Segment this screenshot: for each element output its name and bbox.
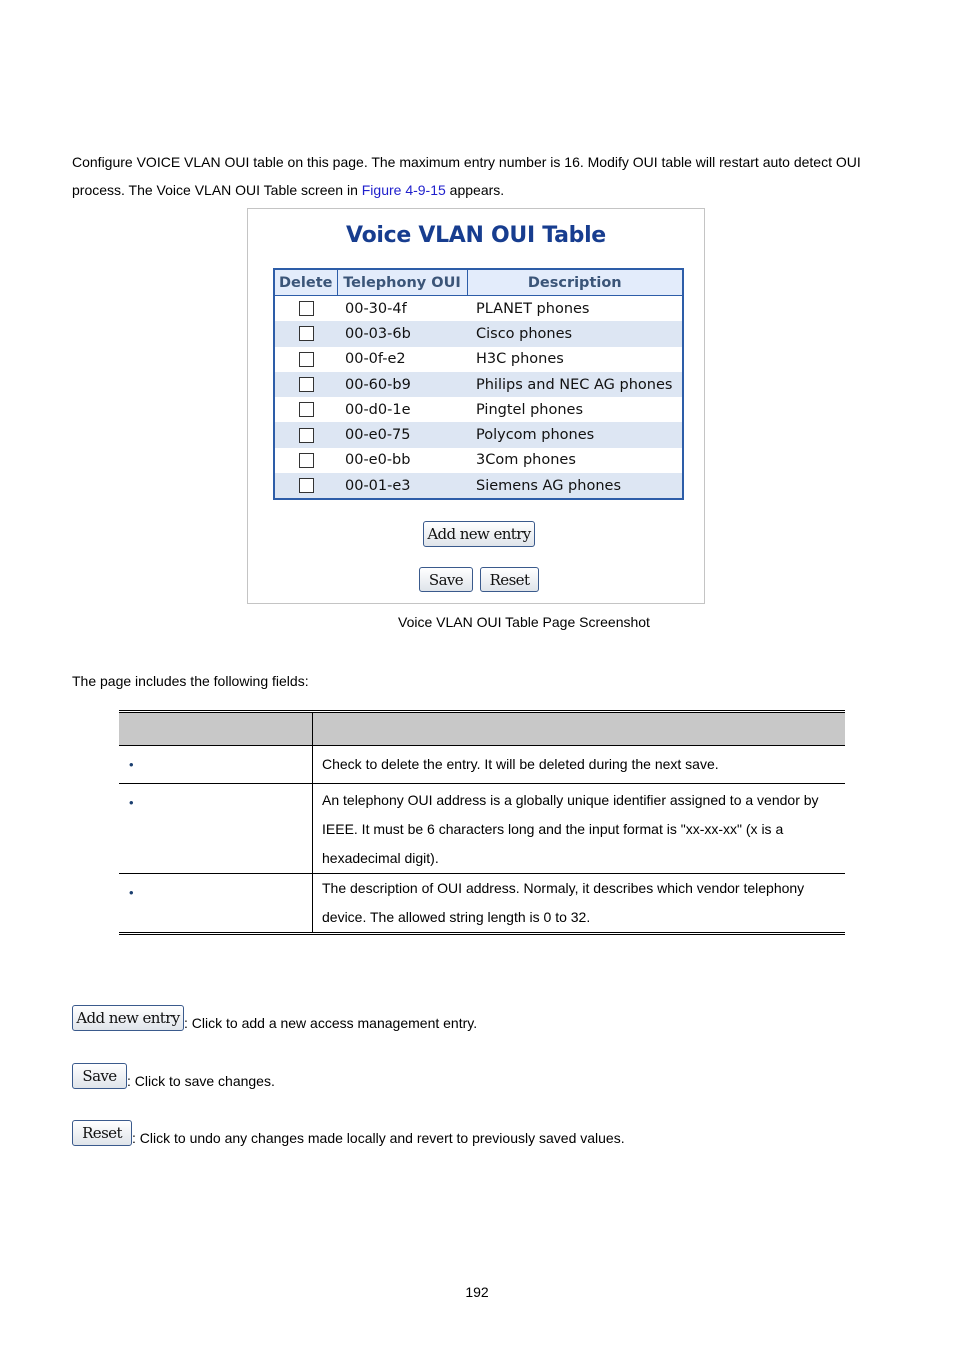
- table-row: [119, 784, 845, 874]
- reset-help-text: : Click to undo any changes made locally and revert to previously saved values.: [132, 1130, 625, 1146]
- bullet-icon: •: [129, 757, 134, 772]
- description-value: Philips and NEC AG phones: [467, 372, 683, 397]
- table-row: [274, 397, 683, 422]
- save-help-text: : Click to save changes.: [127, 1073, 275, 1089]
- description-value: Pingtel phones: [476, 401, 584, 418]
- delete-checkbox[interactable]: [299, 402, 314, 417]
- column-header-delete: Delete: [274, 269, 337, 296]
- add-button-help: [72, 1005, 477, 1031]
- description-value: Siemens AG phones: [467, 473, 683, 499]
- fields-table: [119, 710, 845, 935]
- figure-caption: Voice VLAN OUI Table Page Screenshot: [398, 614, 650, 630]
- bullet-icon: •: [129, 795, 134, 810]
- page-number: 192: [465, 1284, 489, 1300]
- field-description: An telephony OUI address is a globally unique identifier assigned to a vendor by IEEE. It must be 6 characters long and the input format is "xx-xx-xx" (x is a hexadecimal digit).: [313, 784, 846, 874]
- oui-value: 00-03-6b: [337, 321, 467, 346]
- reset-button-help: [72, 1120, 625, 1146]
- reset-button[interactable]: Reset: [480, 567, 539, 592]
- table-row: [274, 296, 683, 322]
- delete-checkbox[interactable]: [299, 453, 314, 468]
- table-row: [119, 746, 845, 784]
- description-value: PLANET phones: [476, 300, 590, 317]
- delete-checkbox[interactable]: [299, 478, 314, 493]
- table-row: [274, 422, 683, 447]
- save-button[interactable]: Save: [419, 567, 473, 592]
- save-button[interactable]: Save: [72, 1063, 127, 1089]
- description-column-header: [313, 712, 846, 746]
- intro-text-end: appears.: [445, 182, 505, 198]
- field-description: The description of OUI address. Normaly, it describes which vendor telephony device. The allowed string length is 0 to 32.: [313, 874, 846, 934]
- column-header-telephony-oui: Telephony OUI: [337, 269, 467, 296]
- screenshot-title: Voice VLAN OUI Table: [346, 223, 606, 248]
- delete-checkbox[interactable]: [299, 326, 314, 341]
- delete-checkbox[interactable]: [299, 301, 314, 316]
- intro-paragraph: [72, 148, 892, 204]
- add-new-entry-button[interactable]: Add new entry: [72, 1005, 184, 1031]
- column-header-description: Description: [467, 269, 683, 296]
- table-row: [119, 874, 845, 934]
- oui-value: 00-e0-75: [337, 422, 467, 447]
- description-value: 3Com phones: [476, 452, 576, 469]
- oui-value: 00-0f-e2: [345, 351, 406, 368]
- oui-value: 00-e0-bb: [345, 452, 411, 469]
- table-row: [274, 347, 683, 372]
- description-value: Cisco phones: [467, 321, 683, 346]
- delete-checkbox[interactable]: [299, 352, 314, 367]
- oui-value: 00-01-e3: [337, 473, 467, 499]
- intro-text: Configure VOICE VLAN OUI table on this page. The maximum entry number is 16. Modify OUI table will restart auto detect OUI process. The Voice VLAN OUI Table screen in: [72, 154, 861, 198]
- bullet-icon: •: [129, 885, 134, 900]
- table-row: [274, 372, 683, 397]
- add-new-entry-button[interactable]: Add new entry: [423, 521, 535, 547]
- object-column-header: [119, 712, 313, 746]
- figure-link[interactable]: Figure 4-9-15: [361, 182, 446, 198]
- description-value: Polycom phones: [467, 422, 683, 447]
- oui-value: 00-d0-1e: [345, 401, 411, 418]
- oui-value: 00-60-b9: [337, 372, 467, 397]
- add-help-text: : Click to add a new access management entry.: [184, 1015, 478, 1031]
- table-row: [274, 448, 683, 473]
- delete-checkbox[interactable]: [299, 377, 314, 392]
- oui-table: [273, 268, 684, 500]
- field-description: Check to delete the entry. It will be deleted during the next save.: [313, 746, 846, 784]
- table-row: [274, 321, 683, 346]
- fields-intro: The page includes the following fields:: [72, 673, 309, 689]
- save-button-help: [72, 1063, 275, 1089]
- description-value: H3C phones: [476, 351, 564, 368]
- delete-checkbox[interactable]: [299, 428, 314, 443]
- screenshot-frame: [247, 208, 705, 604]
- table-row: [274, 473, 683, 499]
- oui-value: 00-30-4f: [345, 300, 407, 317]
- reset-button[interactable]: Reset: [72, 1120, 132, 1146]
